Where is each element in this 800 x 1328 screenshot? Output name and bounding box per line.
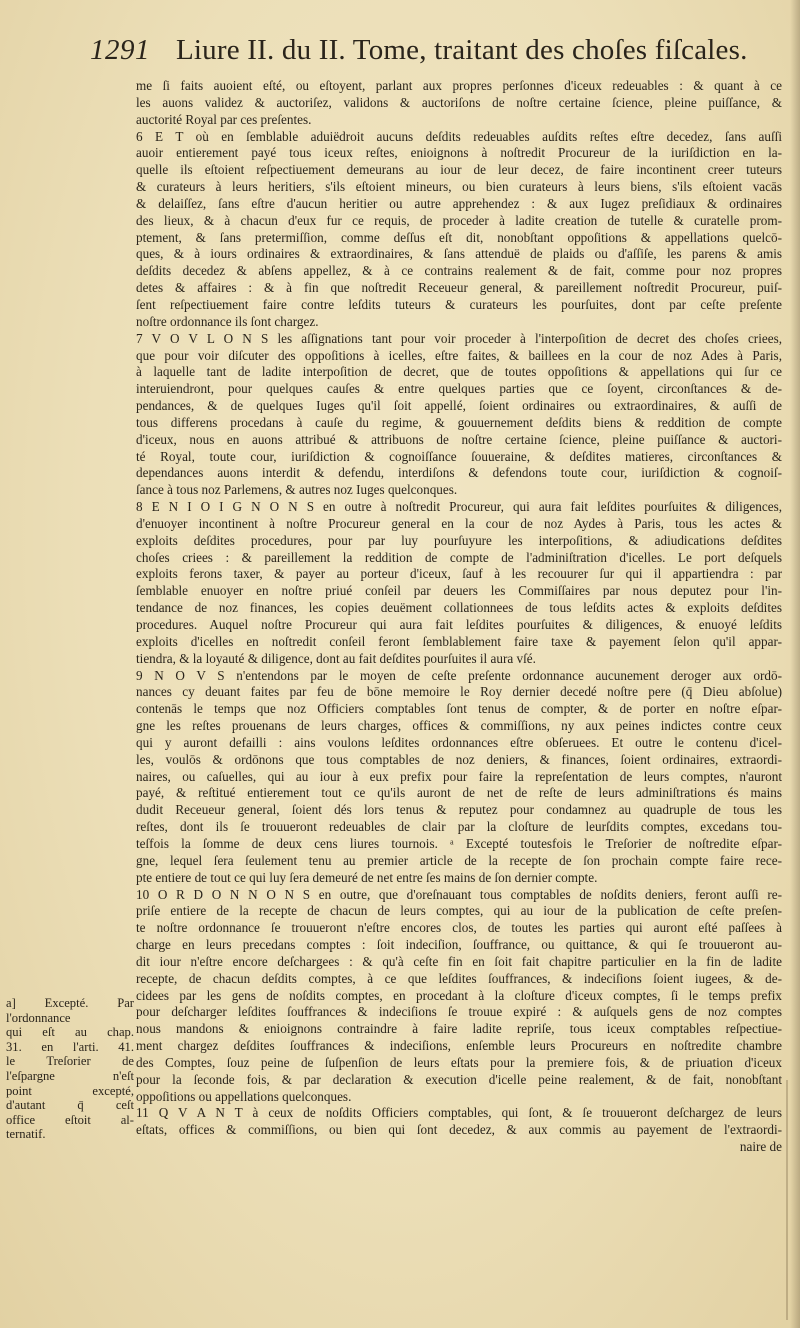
text-line: d'iceux, nous en auons attribué & attribuons de noſtre certaine ſcience, pleine puiſſance & auctori- [136, 431, 782, 447]
margin-note-line: ternatif. [6, 1127, 46, 1142]
text-line: oppoſitions ou appellations quelconques. [136, 1088, 352, 1104]
text-line: quelle ils eſtoient reſpectiuement demeurans au iour de leur decez, de faire incontinent creer tuteurs [136, 162, 782, 178]
text-line: cidees par les gens de noſdits comptes, en procedant à la cloſture d'iceux comptes, ſi le temps prefix [136, 987, 782, 1003]
text-line: reſtes, dont ils ſe trouueront redeuables de clair par la cloſture de leurſdits comptes, excedans tou- [136, 819, 782, 835]
text-line: auctorité Royal par ces preſentes. [136, 111, 312, 127]
page-header [90, 34, 770, 78]
margin-note-line: le Treſorier de [6, 1054, 134, 1069]
margin-note-line: l'ordonnance [6, 1010, 71, 1025]
margin-note-line: l'eſpargne n'eſt [6, 1068, 134, 1083]
text-line: les, voulōs & ordōnons que tous comptables de noz deniers, & finances, ſoient ordinaires, extraordi- [136, 751, 782, 767]
text-line: tous differens procedans à cauſe du regime, & gouuernement deſdits biens & reddition de compte [136, 414, 782, 430]
text-line: 8 E N I O I G N O N S en outre à noſtredit Procureur, qui aura fait leſdites pourſuites & diligences, [136, 499, 782, 515]
text-line: ſemblable enuoyer en noſtre priué conſeil par deuers les Commiſſaires par nous deputez pour l'in- [136, 583, 782, 599]
text-line: procedures. Auquel noſtre Procureur qui aura fait leſdites pourſuites & diligences, & enuoyé leſdits [136, 617, 782, 632]
margin-note-line: qui eſt au chap. [6, 1025, 134, 1040]
text-line: exploits deſdites procedures, pour par luy pourſuyure les interpoſitions, & adiudications deſdites [136, 532, 782, 548]
text-line: des lieux, & à chacun d'eux fur ce requis, de proceder à ladite creation de tutelle & curatelle prom- [136, 212, 782, 228]
text-line: pte entiere de tout ce qui luy ſera demeuré de net entre ſes mains de ſon dernier compte. [136, 869, 598, 885]
text-line: té Royal, toute cour, iuriſdiction & cognoiſſance ſouueraine, & deſdites matieres, circonſtances & [136, 448, 782, 464]
text-line: gne les reſtes prouenans de leurs charges, offices & commiſſions, ny aux peines indictes contre ceux [136, 718, 782, 734]
main-text [136, 78, 782, 1156]
text-line: & delaiſſez, ſans eſtre d'aucun heritier ou autre apprehendez : & aux Iugez preſidiaux & ordinaires [136, 195, 782, 211]
text-line: tendance de noz finances, les copies deuëment collationnees de tous leſdits actes & exploits deſdites [136, 600, 782, 616]
text-line: ſance à tous noz Parlemens, & autres noz Iuges quelconques. [136, 482, 458, 498]
text-line: qui y auront defailli : ains voulons leſdites ordonnances eſtre obſeruees. Et outre le contenu d'icel- [136, 734, 782, 750]
text-line: interuiendront, pour quelques cauſes & entre quelques parties que ce ſoyent, circonſtances & de- [136, 381, 782, 397]
text-line: nous mandons & enioignons contraindre à faire ladite repriſe, tous iceux comptables reſpectiue- [136, 1021, 782, 1037]
text-line: ques, & à iours ordinaires & extraordinaires, & ſans attenduë de plaids ou d'aſſiſe, les parens & amis [136, 246, 782, 262]
text-line: 7 V O V L O N S les aſſignations tant pour voir proceder à l'interpoſition de decret des choſes criees, [136, 330, 782, 346]
text-line: dit iour n'eſtre encore deſchargees : & qu'à ceſte fin en ſoit fait chapitre particulier en la fin de ladite [136, 953, 782, 969]
text-line: des Comptes, ſouz peine de ſuſpenſion de leurs eſtats pour la premiere fois, & de priuation d'iceux [136, 1054, 782, 1070]
text-line: ment chargez deſdites ſouffrances & indeciſions, enſemble leurs Procureurs en noſtredite chambre [136, 1038, 782, 1054]
margin-note-line: a] Excepté. Par [6, 996, 134, 1010]
text-line: pendances, & de quelques Iuges qu'il ſoit appellé, ſoient ordinaires ou extraordinaires, & auſſi de [136, 398, 782, 414]
page-number: 1291 [90, 34, 150, 66]
text-line: ptement, & ſans pretermiſſion, comme deſſus eſt dit, nonobſtant oppoſitions & appellations quelcō- [136, 229, 782, 245]
text-line: choſes criees : & pareillement la reddition de compte de l'adminiſtration d'icelles. Le port deſquels [136, 549, 782, 565]
text-line: 10 O R D O N N O N S en outre, que d'oreſnauant tous comptables de noſdits deniers, feront auſſi re- [136, 886, 782, 902]
text-line: tiendra, & la loyauté & diligence, dont au fait deſdites pourſuites il aura vſé. [136, 650, 536, 666]
text-line: payé, & reſtitué entierement tout ce qu'ils auront de net de reſte de leurs adminiſtrations és mains [136, 785, 782, 801]
text-line: me ſi faits auoient eſté, ou eſtoyent, parlant aux propres perſonnes d'iceux redeuables : & quant à ce [136, 78, 782, 93]
text-line: teſfois la ſomme de deux cens liures tournois. ᵃ Excepté toutesfois le Treſorier de noſtredite eſpar- [136, 835, 782, 851]
text-line: exploits d'icelles en noſtredit conſeil feront ſemblablement faire taxe & payement ſelon qu'il appar- [136, 633, 782, 649]
text-line: nances cy deuant faites par feu de bōne memoire le Roy dernier decedé noſtre pere (q̄ Dieu abſolue) [136, 684, 782, 700]
text-line: 11 Q V A N T à ceux de noſdits Officiers comptables, qui ſont, & ſe trouueront deſchargez de leurs [136, 1105, 782, 1121]
running-title: Liure II. du II. Tome, traitant des choſes fiſcales. [176, 34, 748, 66]
text-line: deſdits decedez & abſens appellez, & à ce contrains realement & de fait, comme pour noz propres [136, 263, 782, 279]
text-line: auoir entierement payé tous iceux reſtes, enioignons à noſtredit Procureur de la iuriſdiction en la- [136, 145, 782, 161]
text-line: noſtre ordonnance ils ſont chargez. [136, 313, 319, 329]
page-edge-shadow [790, 0, 800, 1328]
text-line: d'enuoyer incontinent à noſtre Procureur general en la cour de noz Aydes à Paris, tous les actes & [136, 515, 782, 531]
text-line: gne, lequel ſera ſeulement tenu au premier article de la recepte de ſon prochain compte faire rece- [136, 852, 782, 868]
margin-note-line: point excepté, [6, 1083, 134, 1098]
text-line: exploits ferons taxer, & payer au porteur d'iceux, ſauf à les recouurer ſur qui il appartiendra : par [136, 566, 782, 582]
text-line: contenās le temps que noz Officiers comptables ſont tenus de compter, & de porter en noſtre eſpar- [136, 701, 782, 717]
text-line: naire de [739, 1139, 782, 1155]
text-line: dudit Receueur general, ſoient dés lors tenus & reputez pour condamnez au quadruple de tous les [136, 802, 782, 818]
text-line: que pour voir diſcuter des oppoſitions à icelles, eſtre faites, & baillees en la cour de noz Ades à Paris, [136, 347, 782, 363]
text-line: pour deſcharger leſdites ſouffrances & indeciſions ſe trouue expiré : & auſquels gens de noz comptes [136, 1004, 782, 1020]
text-line: 6 E T où en ſemblable aduiëdroit aucuns deſdits redeuables auſdits reſtes eſtre decedez, ſans auſſi [136, 128, 782, 144]
text-line: & curateurs à leurs heritiers, s'ils eſtoient mineurs, ou bien curateurs à leurs biens, s'ils eſtoient vacās [136, 179, 782, 195]
text-line: eſtats, offices & commiſſions, ou bien qui ſont decedez, & aux commis au payement de l'extraordi- [136, 1122, 782, 1138]
text-line: te noſtre ordonnance ſe trouueront n'eſtre encores clos, de toutes les parties qui auront eſté paſſees à [136, 920, 782, 936]
text-line: charge en leurs precedans comptes : ſoit indeciſion, ſouffrance, ou quittance, & qui ſe trouueront au- [136, 937, 782, 953]
text-line: detes & affaires : & à fin que noſtredit Receueur general, & pareillement noſtredit Procureur, puiſ- [136, 280, 782, 296]
text-line: ſent reſpectiuement faire contre leſdits tuteurs & curateurs les pourſuites, dont par ceſte preſente [136, 296, 782, 312]
page-edge-mark [786, 1080, 788, 1320]
text-line: pour la ſeconde fois, & par declaration & execution d'icelle peine realement, & de fait, nonobſtant [136, 1071, 782, 1087]
margin-note-line: d'autant q̄ ceſt [6, 1098, 134, 1113]
text-line: à laquelle tant de ladite interpoſition de decret, que de toutes oppoſitions & appellations qui ſur ce [136, 364, 782, 380]
text-line: 9 N O V S n'entendons par le moyen de ceſte preſente ordonnance aucunement deroger aux ordō- [136, 667, 782, 683]
text-line: naires, ou caſuelles, qui au iour à eux prefix pour faire la repreſentation de leurs comptes, n'auront [136, 768, 782, 784]
margin-note [6, 996, 134, 1142]
margin-note-line: 31. en l'arti. 41. [6, 1039, 134, 1054]
text-line: recepte, de chacun deſdits comptes, à ce que leſdites ſouffrances, & indeciſions ſoient iugees, & de- [136, 970, 782, 986]
text-line: priſe entiere de la recepte de chacun de leurs comptes, qui au iour de la publication de ceſte preſen- [136, 903, 782, 919]
text-line: dependances auons interdit & defendu, interdiſons & defendons toute cour, iuriſdiction & cognoiſ- [136, 465, 782, 481]
text-line: les auons validez & auctoriſez, validons & auctoriſons de noſtre certaine ſcience, pleine puiſſance, & [136, 94, 782, 110]
margin-note-line: office eſtoit al- [6, 1112, 134, 1127]
